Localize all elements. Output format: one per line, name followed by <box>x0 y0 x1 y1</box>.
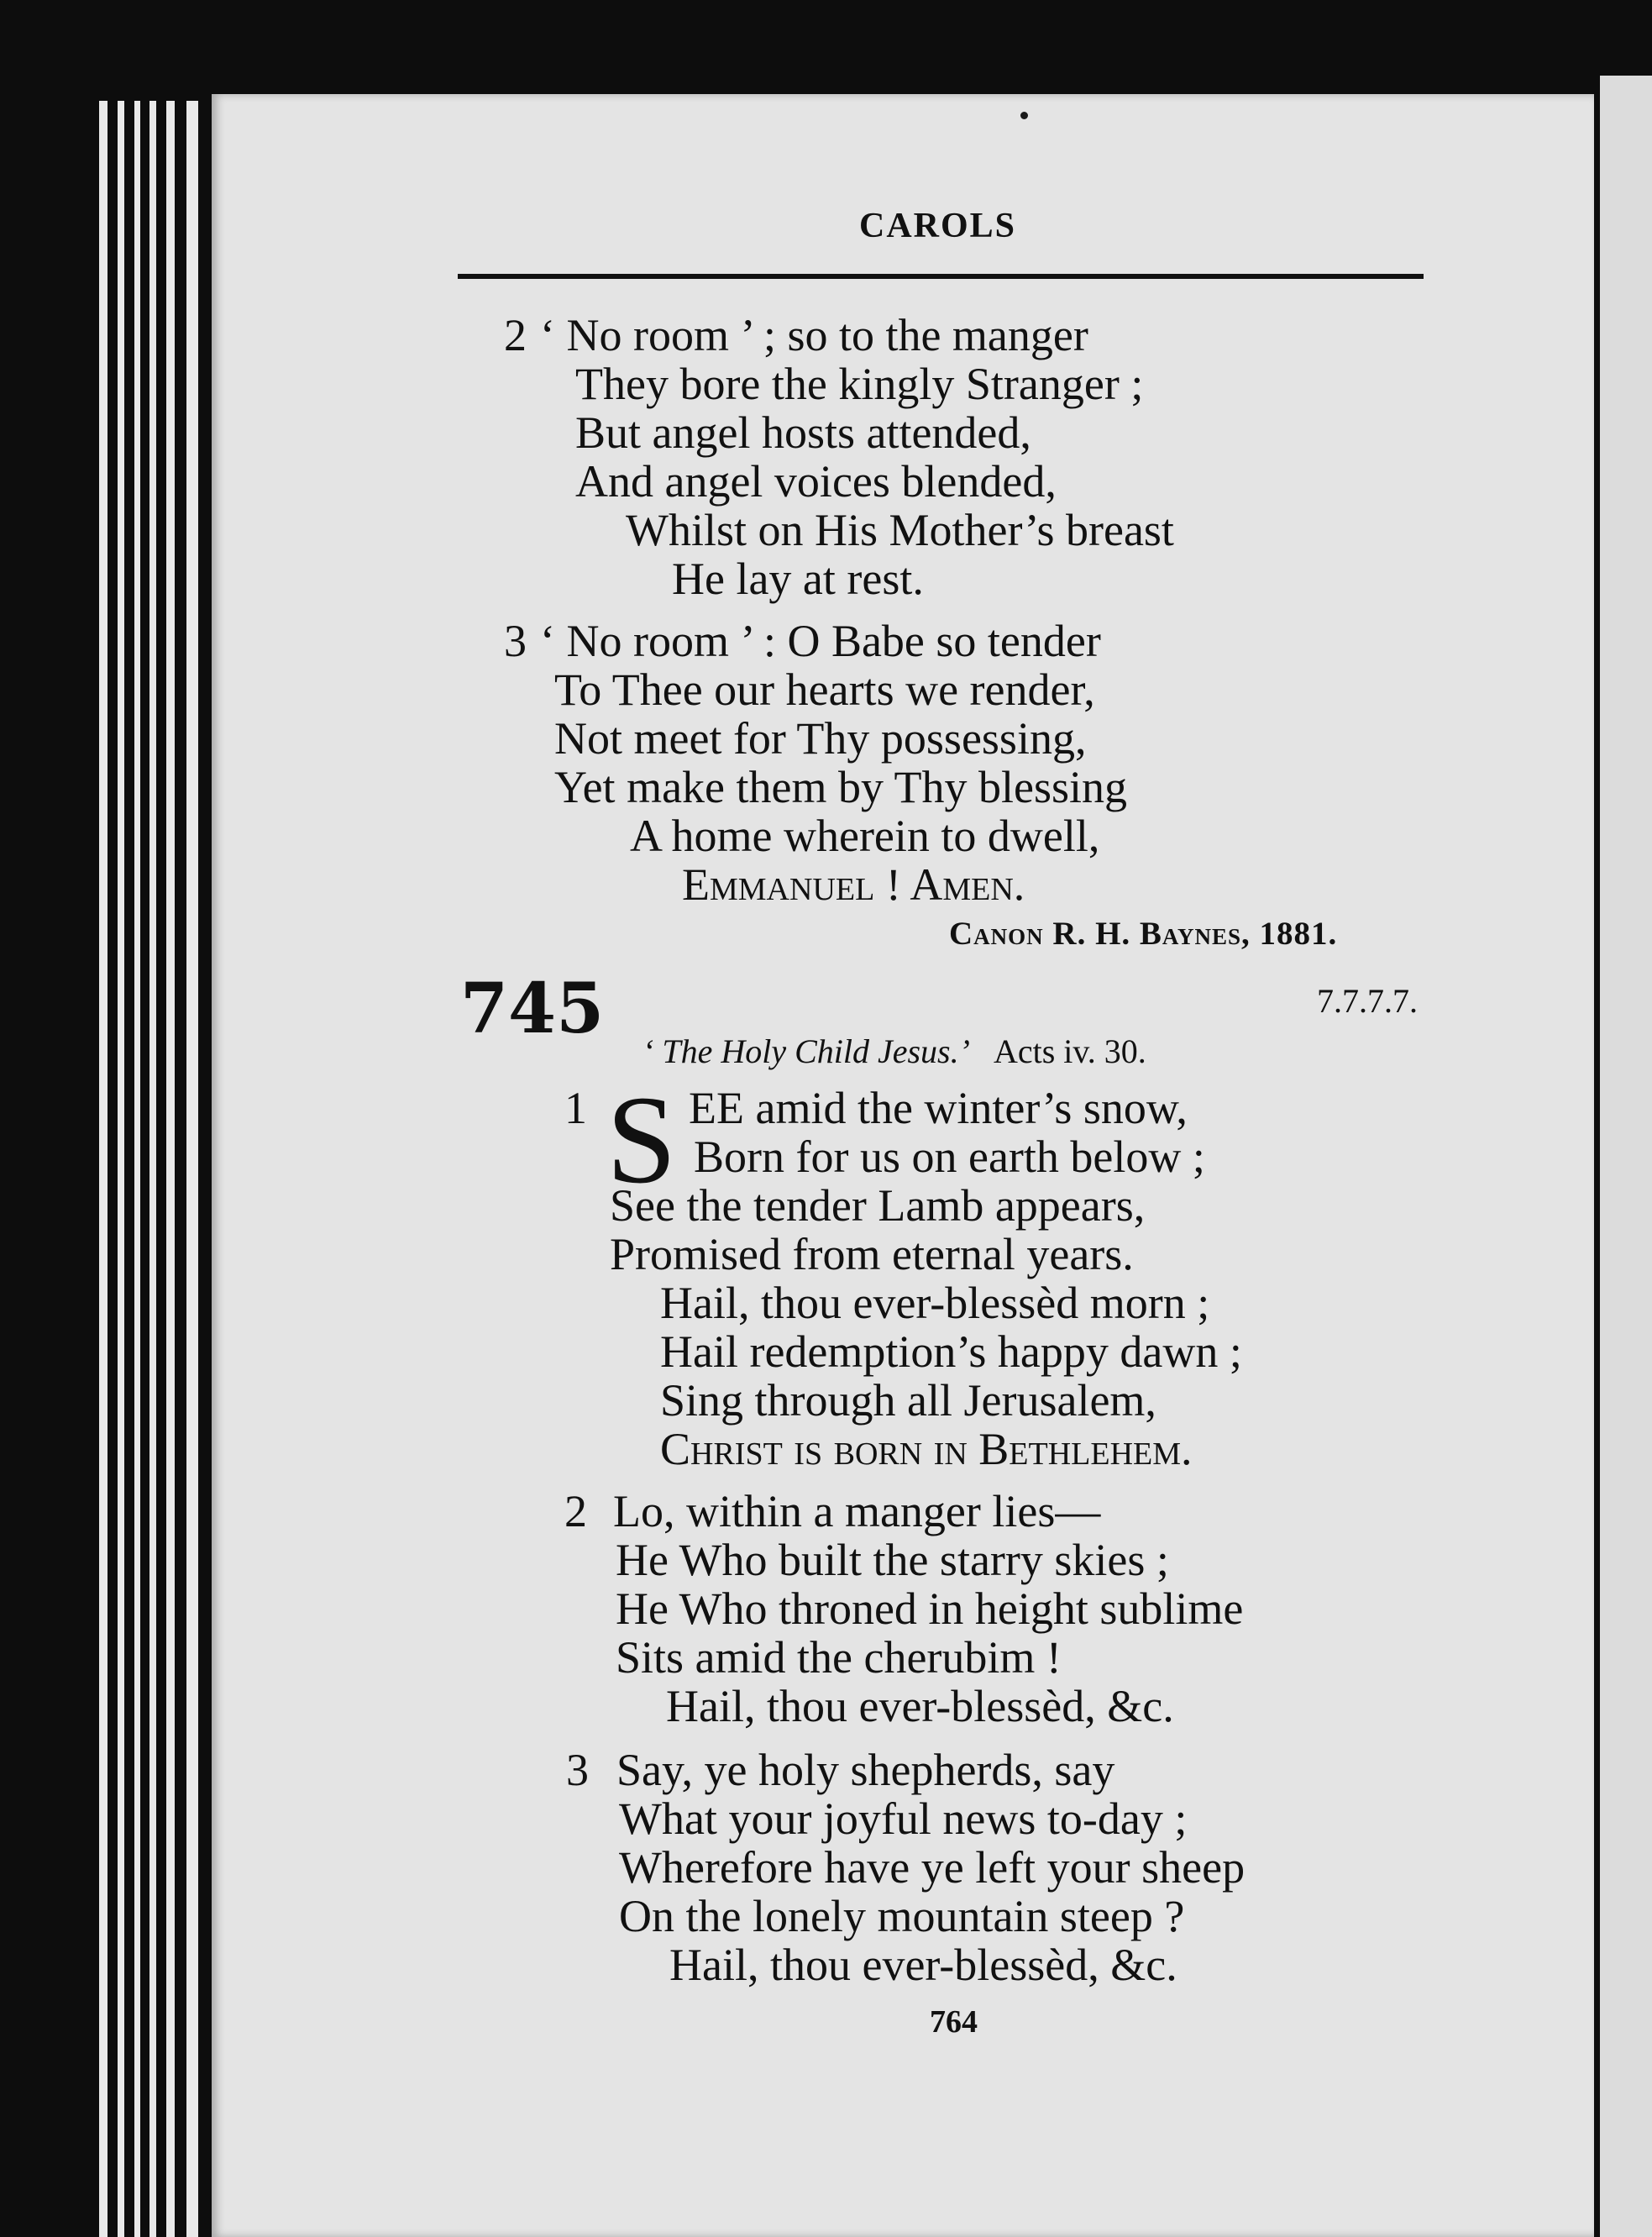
verse-line: Say, ye holy shepherds, say <box>616 1745 1115 1795</box>
running-header: CAROLS <box>859 207 1017 245</box>
verse-line: Lo, within a manger lies— <box>613 1486 1101 1536</box>
drop-cap: S <box>606 1070 677 1210</box>
verse-line: On the lonely mountain steep ? <box>619 1891 1185 1941</box>
verse-line: See the tender Lamb appears, <box>610 1180 1146 1231</box>
verse-line: Yet make them by Thy blessing <box>554 762 1127 812</box>
subtitle-quote: ‘ The Holy Child Jesus.’ <box>642 1032 970 1070</box>
page-edge <box>134 101 140 2237</box>
verse-number: 1 <box>564 1083 587 1133</box>
verse-line: ‘ No room ’ : O Babe so tender <box>540 616 1101 666</box>
page-edge <box>166 101 175 2237</box>
page-edge <box>149 101 156 2237</box>
header-rule <box>458 274 1424 279</box>
verse-line: Whilst on His Mother’s breast <box>626 505 1174 555</box>
verse-line: Hail, thou ever-blessèd, &c. <box>666 1681 1174 1731</box>
page-edge <box>186 101 198 2237</box>
ink-dot <box>1020 112 1028 119</box>
verse-line: He Who throned in height sublime <box>616 1583 1244 1634</box>
verse-line: What your joyful news to-day ; <box>619 1793 1188 1844</box>
facing-page-edge <box>1600 76 1652 2237</box>
verse-line: Hail, thou ever-blessèd, &c. <box>669 1940 1177 1990</box>
verse-line: But angel hosts attended, <box>575 407 1031 458</box>
hymn-subtitle <box>642 1032 1146 1070</box>
verse-line: EE amid the winter’s snow, <box>689 1083 1188 1133</box>
verse-line: He Who built the starry skies ; <box>616 1535 1169 1585</box>
verse-line: They bore the kingly Stranger ; <box>575 359 1144 409</box>
verse-number: 3 <box>504 616 527 666</box>
verse-number: 2 <box>504 310 527 360</box>
page-number: 764 <box>930 2004 978 2040</box>
verse-line: Sits amid the cherubim ! <box>616 1632 1062 1683</box>
subtitle-reference: Acts iv. 30. <box>993 1032 1146 1070</box>
verse-line: Hail redemption’s happy dawn ; <box>660 1326 1242 1377</box>
hymn-meter: 7.7.7.7. <box>1317 982 1418 1020</box>
verse-line: He lay at rest. <box>672 554 924 604</box>
page-edge <box>118 101 124 2237</box>
page-edge <box>99 101 108 2237</box>
verse-line: Emmanuel ! Amen. <box>682 859 1025 910</box>
attribution: Canon R. H. Baynes, 1881. <box>949 916 1338 952</box>
verse-line: Born for us on earth below ; <box>694 1132 1205 1182</box>
verse-line: ‘ No room ’ ; so to the manger <box>540 310 1088 360</box>
verse-line: Promised from eternal years. <box>610 1229 1134 1279</box>
verse-number: 3 <box>566 1745 589 1795</box>
verse-line: Hail, thou ever-blessèd morn ; <box>660 1278 1210 1328</box>
hymn-number: 745 <box>460 969 605 1049</box>
verse-line: Wherefore have ye left your sheep <box>619 1842 1246 1893</box>
verse-line: And angel voices blended, <box>575 456 1057 507</box>
verse-line: Christ is born in Bethlehem. <box>660 1424 1193 1474</box>
verse-number: 2 <box>564 1486 587 1536</box>
verse-line: A home wherein to dwell, <box>630 811 1100 861</box>
verse-line: Not meet for Thy possessing, <box>554 713 1087 764</box>
verse-line: To Thee our hearts we render, <box>554 664 1095 715</box>
verse-line: Sing through all Jerusalem, <box>660 1375 1156 1426</box>
